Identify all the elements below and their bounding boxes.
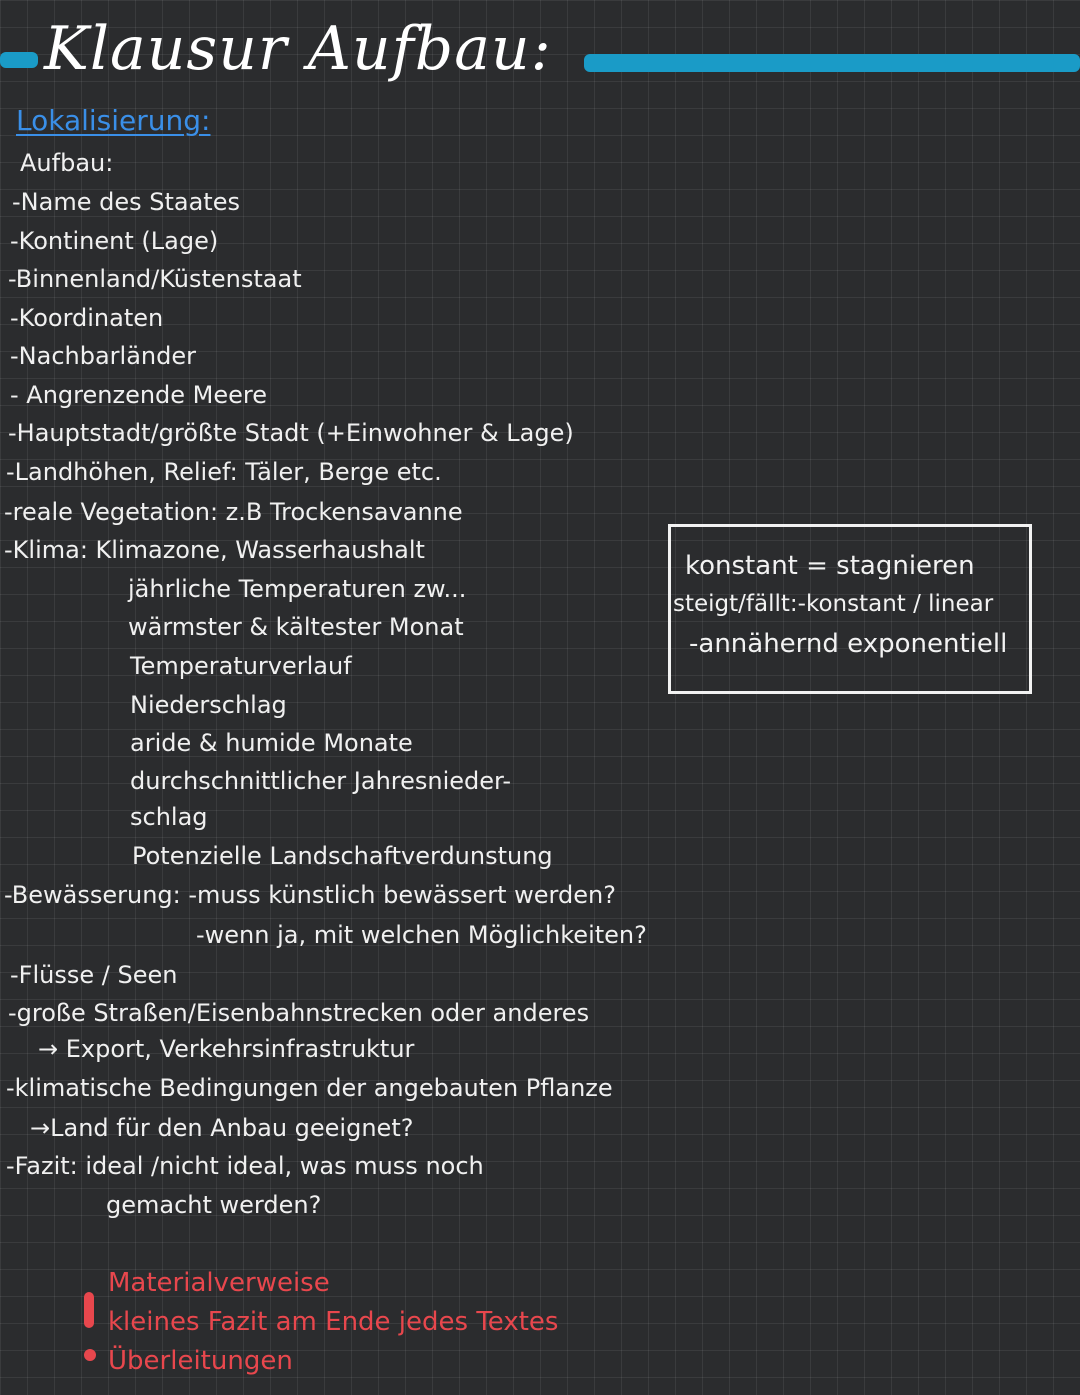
outline-line: -Hauptstadt/größte Stadt (+Einwohner & Lage) xyxy=(8,419,574,447)
outline-line: -wenn ja, mit welchen Möglichkeiten? xyxy=(196,921,647,949)
outline-line: wärmster & kältester Monat xyxy=(128,613,464,641)
trend-term-line: steigt/fällt:-konstant / linear xyxy=(673,591,994,617)
outline-line: -große Straßen/Eisenbahnstrecken oder anderes xyxy=(8,999,590,1027)
outline-line: aride & humide Monate xyxy=(130,729,413,757)
title-accent-bar-right xyxy=(584,54,1080,72)
reminder-note: Materialverweise xyxy=(108,1268,330,1298)
page-title: Klausur Aufbau: xyxy=(44,14,552,84)
outline-line: Temperaturverlauf xyxy=(130,652,352,680)
title-accent-bar-left xyxy=(0,52,38,68)
outline-line: Potenzielle Landschaftverdunstung xyxy=(132,842,553,870)
outline-line: jährliche Temperaturen zw... xyxy=(128,575,467,603)
outline-line: -reale Vegetation: z.B Trockensavanne xyxy=(4,498,463,526)
outline-line: -Fazit: ideal /nicht ideal, was muss noch xyxy=(6,1152,484,1180)
outline-line: -klimatische Bedingungen der angebauten Pflanze xyxy=(6,1074,613,1102)
outline-line: Niederschlag xyxy=(130,691,287,719)
section-heading: Lokalisierung: xyxy=(16,104,211,137)
exclamation-mark-icon xyxy=(84,1292,94,1328)
trend-term-line: konstant = stagnieren xyxy=(685,551,975,581)
outline-line: -Nachbarländer xyxy=(10,342,196,370)
outline-line: -Kontinent (Lage) xyxy=(10,227,219,255)
outline-line: → Export, Verkehrsinfrastruktur xyxy=(38,1035,415,1063)
exclamation-dot-icon xyxy=(84,1349,96,1361)
outline-line: Aufbau: xyxy=(20,149,114,177)
outline-line: durchschnittlicher Jahresnieder- xyxy=(130,767,512,795)
trend-term-line: -annähernd exponentiell xyxy=(689,629,1008,659)
outline-line: -Koordinaten xyxy=(10,304,164,332)
outline-line: -Flüsse / Seen xyxy=(10,961,178,989)
reminder-note: kleines Fazit am Ende jedes Textes xyxy=(108,1307,559,1337)
outline-line: →Land für den Anbau geeignet? xyxy=(30,1114,414,1142)
outline-line: -Name des Staates xyxy=(12,188,240,216)
outline-line: - Angrenzende Meere xyxy=(10,381,268,409)
outline-line: -Landhöhen, Relief: Täler, Berge etc. xyxy=(6,458,442,486)
outline-line: gemacht werden? xyxy=(106,1191,322,1219)
outline-line: -Klima: Klimazone, Wasserhaushalt xyxy=(4,536,425,564)
outline-line: schlag xyxy=(130,803,208,831)
reminder-note: Überleitungen xyxy=(108,1346,293,1376)
outline-line: -Binnenland/Küstenstaat xyxy=(8,265,302,293)
outline-line: -Bewässerung: -muss künstlich bewässert werden? xyxy=(4,881,616,909)
trend-terms-box xyxy=(668,524,1032,694)
